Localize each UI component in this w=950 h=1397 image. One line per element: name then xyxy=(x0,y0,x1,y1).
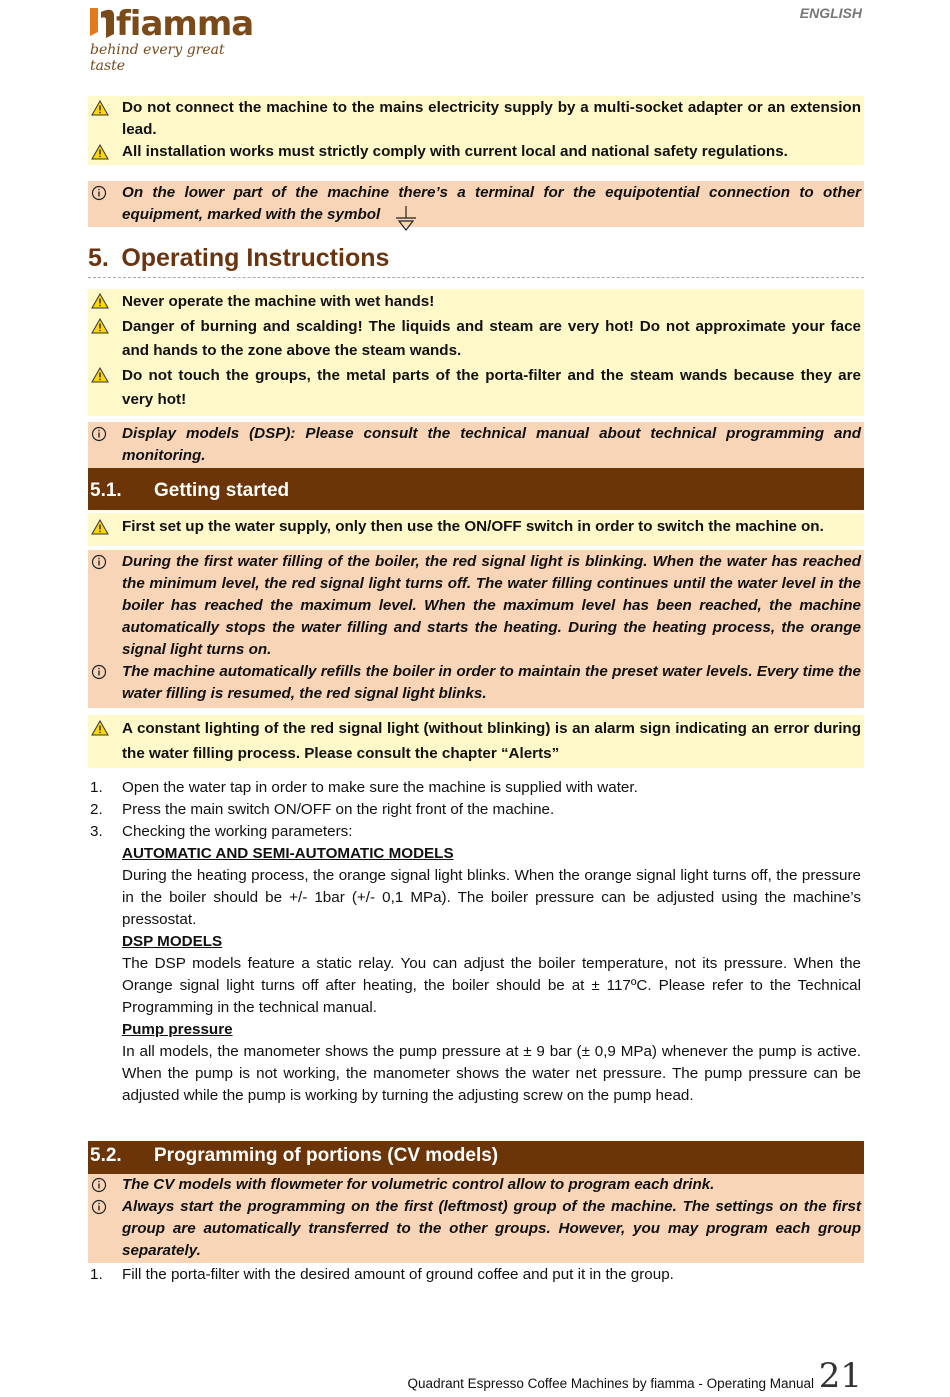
list-item xyxy=(88,1264,864,1286)
steps-list-5-1 xyxy=(88,777,864,1107)
section-heading-5 xyxy=(88,244,864,278)
warning-row xyxy=(88,97,864,141)
section-title: Programming of portions (CV models) xyxy=(154,1145,499,1166)
step-text: Checking the working parameters: xyxy=(122,823,353,840)
list-item xyxy=(88,821,864,843)
warning-row xyxy=(88,516,864,538)
step-text: Fill the porta-filter with the desired amount of ground coffee and put it in the group. xyxy=(122,1266,674,1283)
fiamma-logo xyxy=(88,4,258,74)
warning-row xyxy=(88,717,864,766)
list-item xyxy=(88,777,864,799)
info-text: On the lower part of the machine there’s a terminal for the equipotential connection to other equipment, marked with the symbol xyxy=(122,184,861,223)
warning-triangle-icon xyxy=(91,144,109,160)
warning-block-installation xyxy=(88,96,864,165)
info-block-filling xyxy=(88,550,864,708)
warning-text: All installation works must strictly comply with current local and national safety regulations. xyxy=(122,143,788,160)
section-title: Getting started xyxy=(154,480,290,501)
info-row xyxy=(88,1174,864,1196)
equipotential-ground-icon xyxy=(394,206,418,232)
language-label: ENGLISH xyxy=(799,5,862,21)
warning-text: Do not connect the machine to the mains electricity supply by a multi-socket adapter or an extension lead. xyxy=(122,99,861,138)
step-number: 1. xyxy=(90,1266,103,1283)
warning-text: Never operate the machine with wet hands! xyxy=(122,293,435,310)
warning-text: Do not touch the groups, the metal parts of the porta-filter and the steam wands because they are very hot! xyxy=(122,366,861,408)
warning-triangle-icon xyxy=(91,100,109,116)
warning-text: Danger of burning and scalding! The liquids and steam are very hot! Do not approximate your face and hands to the zone above the steam wands. xyxy=(122,317,861,359)
warning-triangle-icon xyxy=(91,367,109,383)
steps-list-5-2 xyxy=(88,1264,864,1286)
warning-row xyxy=(88,290,864,315)
section-number: 5. xyxy=(88,244,109,272)
info-text: Always start the programming on the first (leftmost) group of the machine. The settings on the first group are automatically transferred to the other groups. However, you may program each group separately. xyxy=(122,1198,861,1259)
info-circle-icon xyxy=(91,426,109,442)
paragraph-auto: During the heating process, the orange signal light blinks. When the orange signal light turns off, the pressure in the boiler should be +/- 1bar (+/- 0,1 MPa). The boiler pressure can be adjusted using the machine’s pressostat. xyxy=(122,867,861,928)
warning-text: A constant lighting of the red signal light (without blinking) is an alarm sign indicating an error during the water filling process. Please consult the chapter “Alerts” xyxy=(122,720,861,762)
info-block-equipotential xyxy=(88,181,864,227)
step-number: 3. xyxy=(90,823,103,840)
brand-tagline: behind every great taste xyxy=(90,42,225,74)
section-number: 5.2. xyxy=(90,1145,122,1166)
info-text: The machine automatically refills the boiler in order to maintain the preset water levels. Every time the water filling is resumed, the red signal light blinks. xyxy=(122,663,861,702)
info-circle-icon xyxy=(91,554,109,570)
step-number: 2. xyxy=(90,801,103,818)
section-number: 5.1. xyxy=(90,480,122,501)
info-row xyxy=(88,661,864,705)
warning-triangle-icon xyxy=(91,720,109,736)
info-circle-icon xyxy=(91,664,109,680)
warning-text: First set up the water supply, only then use the ON/OFF switch in order to switch the machine on. xyxy=(122,518,824,535)
warning-row xyxy=(88,141,864,163)
warning-block-alarm xyxy=(88,715,864,768)
list-item xyxy=(88,799,864,821)
logo-mark-icon xyxy=(88,6,116,40)
warning-row xyxy=(88,315,864,364)
warning-row xyxy=(88,364,864,413)
info-circle-icon xyxy=(91,185,109,201)
paragraph-pump: In all models, the manometer shows the pump pressure at ± 9 bar (± 0,9 MPa) whenever the pump is active. When the pump is not working, the manometer shows the water net pressure. The pump pressure can be adjusted while the pump is working by turning the adjusting screw on the pump head. xyxy=(122,1043,861,1104)
subheading-pump: Pump pressure xyxy=(122,1021,233,1038)
info-row xyxy=(88,423,864,467)
info-row xyxy=(88,1196,864,1262)
warning-block-setup xyxy=(88,513,864,546)
page-number: 21 xyxy=(818,1356,862,1396)
paragraph-dsp: The DSP models feature a static relay. You can adjust the boiler temperature, not its pressure. When the Orange signal light turns off after heating, the boiler should be at ± 117ºC. Please refer to the Technical Programming in the technical manual. xyxy=(122,955,861,1016)
warning-triangle-icon xyxy=(91,293,109,309)
warning-block-operation xyxy=(88,289,864,416)
warning-triangle-icon xyxy=(91,318,109,334)
info-circle-icon xyxy=(91,1199,109,1215)
section-bar-5-2 xyxy=(88,1141,864,1174)
subheading-dsp: DSP MODELS xyxy=(122,933,223,950)
info-text: During the first water filling of the boiler, the red signal light is blinking. When the water has reached the minimum level, the red signal light turns off. The water filling continues until the water level in the boiler has reached the maximum level. When the maximum level has been reached, the machine automatically stops the water filling and starts the heating. During the heating process, the orange signal light turns on. xyxy=(122,553,861,658)
section-bar-5-1 xyxy=(88,468,864,510)
info-text: The CV models with flowmeter for volumetric control allow to program each drink. xyxy=(122,1176,715,1193)
step-number: 1. xyxy=(90,779,103,796)
info-text: Display models (DSP): Please consult the technical manual about technical programming and monitoring. xyxy=(122,425,861,464)
brand-name: fiamma xyxy=(116,4,254,44)
info-block-dsp xyxy=(88,422,864,468)
step-text: Press the main switch ON/OFF on the right front of the machine. xyxy=(122,801,555,818)
warning-triangle-icon xyxy=(91,519,109,535)
subheading-auto: AUTOMATIC AND SEMI-AUTOMATIC MODELS xyxy=(122,845,454,862)
info-circle-icon xyxy=(91,1177,109,1193)
info-row xyxy=(88,551,864,661)
info-row xyxy=(88,182,864,226)
info-block-cv xyxy=(88,1174,864,1263)
footer-text: Quadrant Espresso Coffee Machines by fiamma - Operating Manual xyxy=(407,1376,814,1391)
section-title: Operating Instructions xyxy=(121,244,390,272)
step-text: Open the water tap in order to make sure the machine is supplied with water. xyxy=(122,779,638,796)
